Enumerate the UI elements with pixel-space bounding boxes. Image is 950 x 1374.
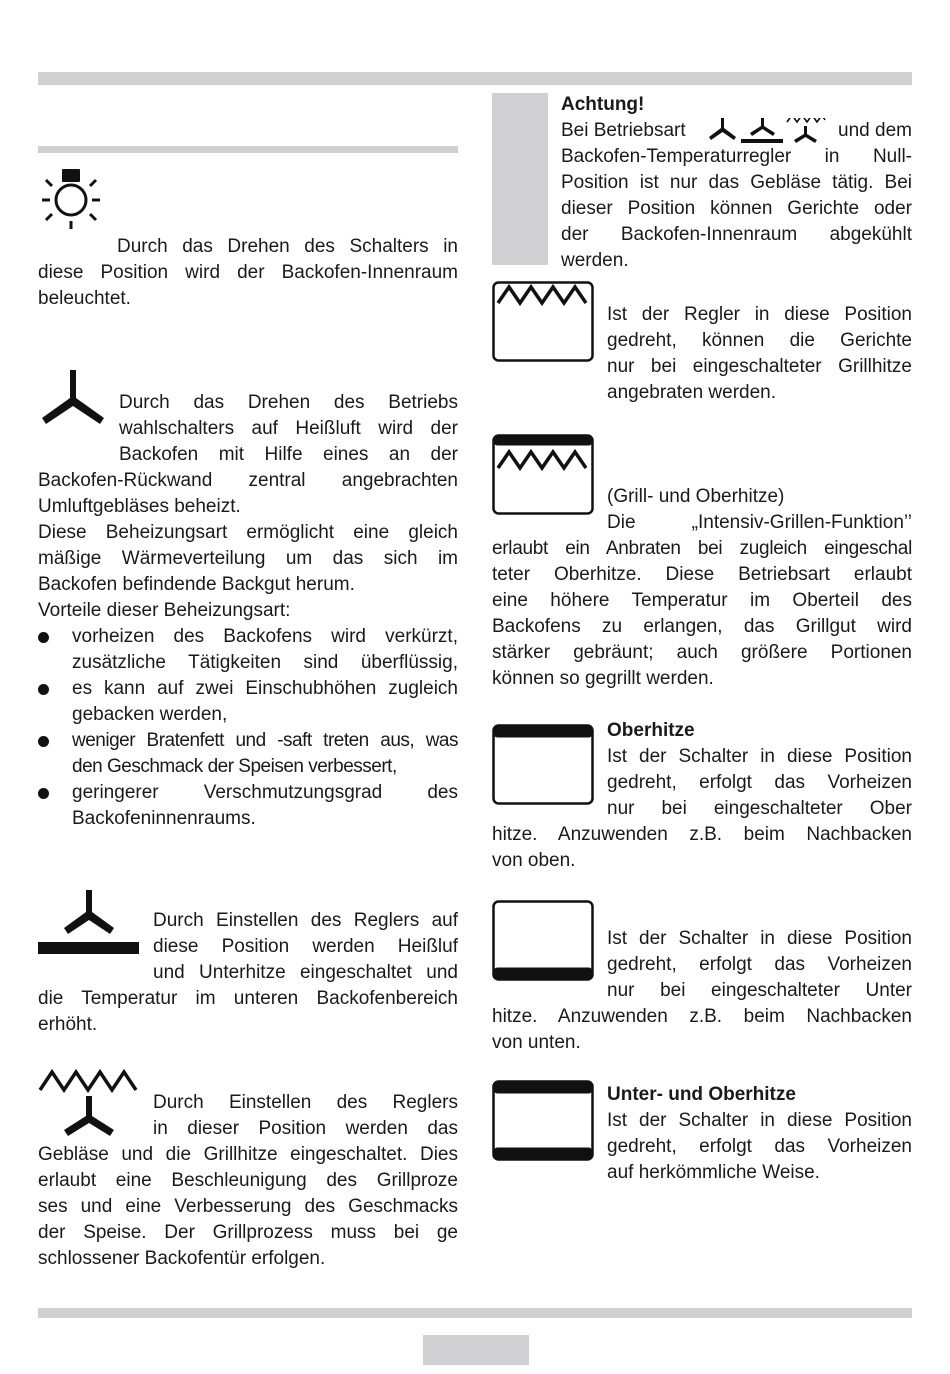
bullet-icon: [38, 632, 49, 643]
page-number-box: [423, 1335, 529, 1365]
text-line: dieser Position können Gerichte oder: [561, 198, 912, 219]
text-line: nur bei eingeschalteter Unter: [607, 980, 912, 1001]
intensive-section-text: [492, 484, 912, 692]
text-line: weniger Bratenfett und -saft treten aus, was: [72, 730, 458, 751]
text-line: auf herkömmliche Weise.: [607, 1162, 820, 1183]
text-line: nur bei eingeschalteter Ober: [607, 798, 912, 819]
text-line: Durch Einstellen des Reglers: [153, 1092, 458, 1113]
text-line: Position ist nur das Gebläse tätig. Bei: [561, 172, 912, 193]
text-line: vorheizen des Backofens wird verkürzt,: [72, 626, 458, 647]
top-bottom-heat-icon: [492, 1080, 594, 1162]
text-line: Durch das Drehen des Betriebs: [119, 392, 458, 413]
text-line: können so gegrillt werden.: [492, 668, 714, 689]
bottom-heat-section-text: [492, 926, 912, 1056]
text-line: von oben.: [492, 850, 576, 871]
text-line: schlossener Backofentür erfolgen.: [38, 1248, 326, 1269]
list-item: [38, 624, 458, 676]
text-line: mäßige Wärmeverteilung um das sich im: [38, 548, 458, 569]
top-bottom-heat-title: Unter- und Oberhitze: [607, 1084, 796, 1105]
text-line: Ist der Regler in diese Position: [607, 304, 912, 325]
text-line: werden.: [561, 250, 629, 271]
text-line: angebraten werden.: [607, 382, 777, 403]
text-fragment: Bei Betriebsart: [561, 120, 686, 141]
text-line: gedreht, erfolgt das Vorheizen: [607, 954, 912, 975]
bullet-list: [38, 624, 458, 832]
text-line: Vorteile dieser Beheizungsart:: [38, 600, 291, 621]
top-heat-section-text: [492, 718, 912, 874]
text-line: der Backofen-Innenraum abgekühlt: [561, 224, 912, 245]
text-line: der Speise. Der Grillprozess muss bei ge: [38, 1222, 458, 1243]
text-line: ses und eine Verbesserung des Geschmacks: [38, 1196, 458, 1217]
text-line: diese Position werden Heißluf: [153, 936, 458, 957]
text-line: in dieser Position werden das: [153, 1118, 458, 1139]
text-line: gedreht, können die Gerichte: [607, 330, 912, 351]
text-line: erlaubt ein Anbraten bei zugleich eingeschal: [492, 538, 912, 559]
text-line: diese Position wird der Backofen-Innenraum: [38, 262, 458, 283]
achtung-first-line: [561, 118, 912, 144]
text-line: Durch Einstellen des Reglers auf: [153, 910, 458, 931]
text-line: Backofen mit Hilfe eines an der: [119, 444, 458, 465]
mode-icons-inline: [707, 118, 827, 144]
lamp-icon: [38, 166, 104, 232]
fan-grill-section-text: [38, 1090, 458, 1272]
text-line: und Unterhitze eingeschaltet und: [153, 962, 458, 983]
text-line: nur bei eingeschalteter Grillhitze: [607, 356, 912, 377]
text-line: erhöht.: [38, 1014, 98, 1035]
text-line: es kann auf zwei Einschubhöhen zugleich: [72, 678, 458, 699]
text-line: erlaubt eine Beschleunigung des Grillproze: [38, 1170, 458, 1191]
text-line: hitze. Anzuwenden z.B. beim Nachbacken: [492, 1006, 912, 1027]
top-bottom-heat-section-text: [607, 1082, 912, 1186]
text-line: Backofen-Temperaturregler in Null-: [561, 146, 912, 167]
text-line: Ist der Schalter in diese Position: [607, 746, 912, 767]
top-rule: [38, 72, 912, 85]
list-item: [38, 728, 458, 780]
fan-section-text: [38, 390, 458, 832]
text-fragment: und dem: [838, 120, 912, 141]
text-line: zusätzliche Tätigkeiten sind überflüssig,: [72, 652, 458, 673]
text-line: Diese Beheizungsart ermöglicht eine gleich: [38, 522, 458, 543]
top-heat-title: Oberhitze: [607, 720, 695, 741]
achtung-section: [561, 92, 912, 274]
text-line: Gebläse und die Grillhitze eingeschaltet. Dies: [38, 1144, 458, 1165]
list-item: [38, 780, 458, 832]
text-line: Backofen-Rückwand zentral angebrachten: [38, 470, 458, 491]
text-line: Umluftgebläses beheizt.: [38, 496, 241, 517]
bullet-icon: [38, 684, 49, 695]
text-line: hitze. Anzuwenden z.B. beim Nachbacken: [492, 824, 912, 845]
text-line: Durch das Drehen des Schalters in: [117, 236, 458, 257]
bullet-icon: [38, 788, 49, 799]
text-line: Ist der Schalter in diese Position: [607, 928, 912, 949]
text-line: Backofeninnenraums.: [72, 808, 256, 829]
text-line: Backofens zu erlangen, das Grillgut wird: [492, 616, 912, 637]
text-line: den Geschmack der Speisen verbessert,: [72, 756, 397, 777]
text-line: gedreht, erfolgt das Vorheizen: [607, 772, 912, 793]
light-section-text: [38, 234, 458, 312]
text-line: Backofen befindende Backgut herum.: [38, 574, 355, 595]
fan-bottom-section-text: [38, 908, 458, 1038]
list-item: [38, 676, 458, 728]
text-line: wahlschalters auf Heißluft wird der: [119, 418, 458, 439]
left-header-rule: [38, 146, 458, 153]
text-line: stärker gebräunt; auch größere Portionen: [492, 642, 912, 663]
text-line: (Grill- und Oberhitze): [607, 486, 785, 507]
text-line: gedreht, erfolgt das Vorheizen: [607, 1136, 912, 1157]
text-line: teter Oberhitze. Diese Betriebsart erlaubt: [492, 564, 912, 585]
text-line: geringerer Verschmutzungsgrad des: [72, 782, 458, 803]
achtung-title: Achtung!: [561, 94, 645, 115]
text-line: gebacken werden,: [72, 704, 228, 725]
bullet-icon: [38, 736, 49, 747]
bottom-rule: [38, 1308, 912, 1318]
achtung-gray-block: [492, 93, 548, 265]
text-line: beleuchtet.: [38, 288, 131, 309]
grill-section-text: [607, 302, 912, 406]
text-line: von unten.: [492, 1032, 581, 1053]
text-line: Die „Intensiv-Grillen-Funktion’’: [607, 512, 912, 533]
text-line: eine höhere Temperatur im Oberteil des: [492, 590, 912, 611]
text-line: die Temperatur im unteren Backofenbereich: [38, 988, 458, 1009]
grill-icon: [492, 281, 594, 363]
text-line: Ist der Schalter in diese Position: [607, 1110, 912, 1131]
